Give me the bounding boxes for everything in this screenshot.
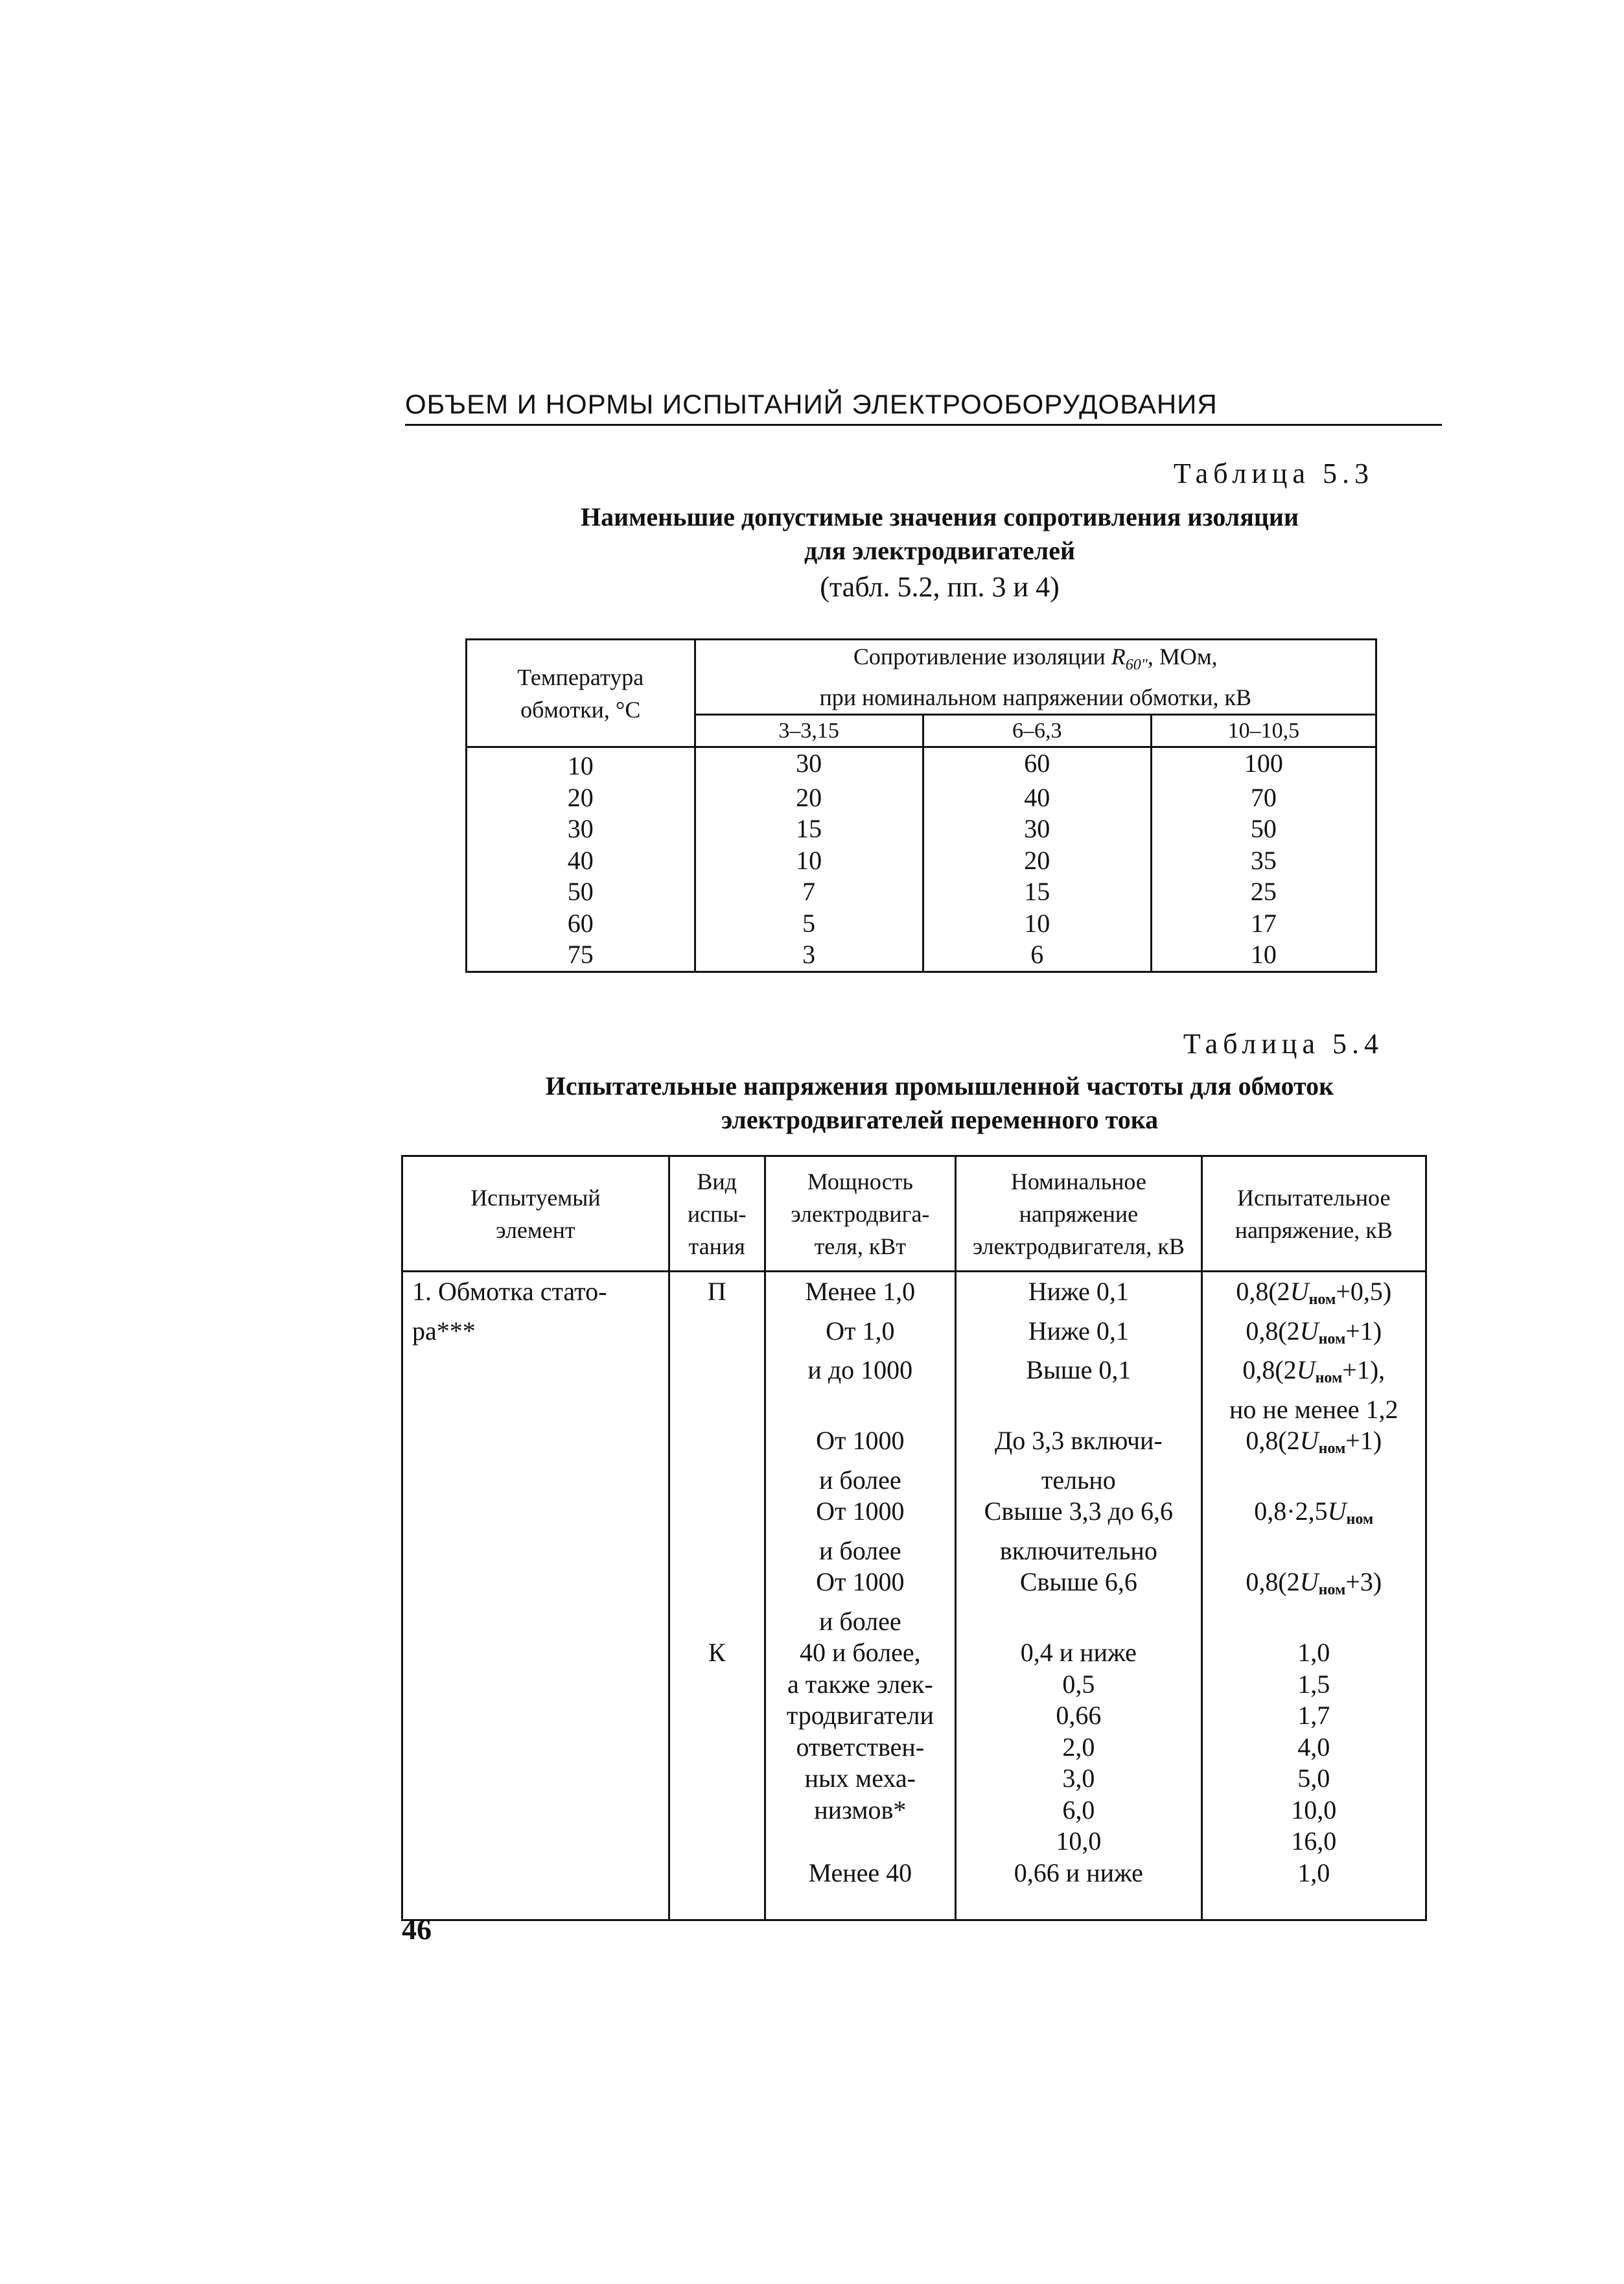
table-cell	[1201, 1535, 1426, 1567]
table-cell	[1201, 1465, 1426, 1497]
table-cell: 1,0	[1201, 1858, 1426, 1889]
table-cell	[402, 1858, 669, 1889]
table-row: 20 20 40 70	[467, 782, 1376, 814]
table-cell: ра***	[402, 1316, 669, 1355]
table-cell	[669, 1669, 765, 1701]
table-row	[402, 1535, 1426, 1567]
table-cell: $0,8(2U_{ном}+3)$	[1201, 1567, 1426, 1606]
table-cell	[669, 1826, 765, 1858]
table-cell: К	[669, 1637, 765, 1669]
subcol-header: 6–6,3	[923, 715, 1151, 747]
table-cell: П	[669, 1272, 765, 1316]
page-number: 46	[402, 1913, 432, 1946]
subcol-header: 10–10,5	[1151, 715, 1376, 747]
table-cell: 40 и более,	[765, 1637, 956, 1669]
table-cell	[669, 1535, 765, 1567]
table-5-3-subtitle: (табл. 5.2, пп. 3 и 4)	[820, 571, 1060, 603]
table-cell: От 1000	[765, 1496, 956, 1535]
table-5-4-label: Таблица 5.4	[1183, 1028, 1384, 1060]
table-cell: 0,66	[956, 1700, 1201, 1732]
table-cell	[669, 1394, 765, 1426]
table-row	[402, 1355, 1426, 1394]
table-cell: 0,66 и ниже	[956, 1858, 1201, 1889]
table-row: 40 10 20 35	[467, 845, 1376, 877]
col-header-resistance-group: Сопротивление изоляции $R_{60"}$, МОм, при номинальном напряжении обмотки, кВ	[695, 640, 1376, 715]
table-cell: а также элек-	[765, 1669, 956, 1701]
table-cell	[402, 1637, 669, 1669]
table-row: 60 5 10 17	[467, 908, 1376, 940]
table-cell: 5,0	[1201, 1763, 1426, 1795]
table-cell	[402, 1535, 669, 1567]
table-row	[402, 1700, 1426, 1732]
table-row	[402, 1637, 1426, 1669]
table-cell	[669, 1700, 765, 1732]
table-cell	[402, 1669, 669, 1701]
table-5-3-title	[454, 500, 1426, 568]
table-cell	[1201, 1606, 1426, 1638]
table-row	[402, 1496, 1426, 1535]
table-row	[402, 1826, 1426, 1858]
table-cell: 0,4 и ниже	[956, 1637, 1201, 1669]
table-row	[402, 1394, 1426, 1426]
table-row	[402, 1669, 1426, 1701]
table-row: 30 15 30 50	[467, 813, 1376, 845]
subcol-header: 3–3,15	[695, 715, 923, 747]
table-row	[402, 1763, 1426, 1795]
table-row	[402, 1465, 1426, 1497]
table-cell	[402, 1567, 669, 1606]
table-5-3	[465, 638, 1377, 973]
table-cell: Ниже 0,1	[956, 1272, 1201, 1316]
table-5-4	[401, 1155, 1427, 1921]
table-cell	[402, 1496, 669, 1535]
table-cell: $0,8\cdot 2,5U_{ном}$	[1201, 1496, 1426, 1535]
running-header: ОБЪЕМ И НОРМЫ ИСПЫТАНИЙ ЭЛЕКТРООБОРУДОВАНИЯ	[405, 389, 1442, 426]
table-cell: низмов*	[765, 1795, 956, 1826]
table-5-4-title	[421, 1069, 1458, 1137]
table-cell	[402, 1394, 669, 1426]
table-cell: До 3,3 включи-	[956, 1425, 1201, 1465]
table-row	[402, 1858, 1426, 1889]
table-cell: 1. Обмотка стато-	[402, 1272, 669, 1316]
col-header-element: Испытуемый элемент	[402, 1156, 669, 1272]
table-row	[402, 1425, 1426, 1465]
table-5-4-title-line1: Испытательные напряжения промышленной частоты для обмоток	[545, 1071, 1334, 1101]
table-cell	[669, 1763, 765, 1795]
table-row	[402, 1795, 1426, 1826]
col-header-temperature: Температура обмотки, °С	[467, 640, 695, 747]
table-cell: От 1000	[765, 1567, 956, 1606]
table-cell: но не менее 1,2	[1201, 1394, 1426, 1426]
table-cell: 4,0	[1201, 1732, 1426, 1764]
table-cell	[402, 1826, 669, 1858]
table-5-3-title-line2: для электродвигателей	[804, 536, 1075, 565]
table-row: 75 3 6 10	[467, 939, 1376, 972]
table-cell: 6,0	[956, 1795, 1201, 1826]
table-cell	[669, 1795, 765, 1826]
table-cell	[669, 1465, 765, 1497]
table-5-3-label: Таблица 5.3	[1173, 458, 1374, 489]
table-cell	[669, 1858, 765, 1889]
table-row: 10 30 60 100	[467, 747, 1376, 782]
table-cell	[669, 1355, 765, 1394]
table-cell: От 1000	[765, 1425, 956, 1465]
table-cell: Свыше 3,3 до 6,6	[956, 1496, 1201, 1535]
col-header-rated-voltage: Номинальное напряжение электродвигателя, кВ	[956, 1156, 1201, 1272]
table-cell: 1,5	[1201, 1669, 1426, 1701]
table-cell: и более	[765, 1606, 956, 1638]
table-5-4-title-line2: электродвигателей переменного тока	[721, 1105, 1159, 1134]
table-cell	[669, 1496, 765, 1535]
table-cell: ных меха-	[765, 1763, 956, 1795]
table-cell	[669, 1316, 765, 1355]
table-cell: Менее 40	[765, 1858, 956, 1889]
table-row	[402, 1732, 1426, 1764]
table-row	[402, 1567, 1426, 1606]
table-cell: включительно	[956, 1535, 1201, 1567]
table-row	[402, 1272, 1426, 1316]
table-cell	[765, 1394, 956, 1426]
table-cell: и более	[765, 1465, 956, 1497]
table-cell: Свыше 6,6	[956, 1567, 1201, 1606]
table-cell: Выше 0,1	[956, 1355, 1201, 1394]
table-cell	[956, 1606, 1201, 1638]
table-cell: и более	[765, 1535, 956, 1567]
table-cell	[956, 1394, 1201, 1426]
table-cell	[402, 1425, 669, 1465]
table-row: 50 7 15 25	[467, 876, 1376, 908]
table-cell	[669, 1425, 765, 1465]
table-cell: 0,5	[956, 1669, 1201, 1701]
col-header-power: Мощность электродвига- теля, кВт	[765, 1156, 956, 1272]
table-cell: 10,0	[1201, 1795, 1426, 1826]
table-cell	[402, 1700, 669, 1732]
table-cell: 2,0	[956, 1732, 1201, 1764]
table-cell: Менее 1,0	[765, 1272, 956, 1316]
table-cell: 16,0	[1201, 1826, 1426, 1858]
table-cell: 1,7	[1201, 1700, 1426, 1732]
table-cell	[669, 1606, 765, 1638]
table-cell: $0,8(2U_{ном}+1)$	[1201, 1316, 1426, 1355]
table-row	[402, 1606, 1426, 1638]
col-header-test-type: Вид испы- тания	[669, 1156, 765, 1272]
col-header-test-voltage: Испытательное напряжение, кВ	[1201, 1156, 1426, 1272]
table-cell	[402, 1732, 669, 1764]
table-cell: $0,8(2U_{ном}+1)$	[1201, 1425, 1426, 1465]
table-cell	[402, 1355, 669, 1394]
table-cell	[402, 1465, 669, 1497]
table-cell: и до 1000	[765, 1355, 956, 1394]
table-cell	[669, 1732, 765, 1764]
table-cell: Ниже 0,1	[956, 1316, 1201, 1355]
table-cell: 1,0	[1201, 1637, 1426, 1669]
table-cell	[402, 1795, 669, 1826]
table-cell: $0,8(2U_{ном}+1)$,	[1201, 1355, 1426, 1394]
table-cell: 10,0	[956, 1826, 1201, 1858]
table-cell	[765, 1826, 956, 1858]
table-cell: От 1,0	[765, 1316, 956, 1355]
table-cell: тельно	[956, 1465, 1201, 1497]
table-cell	[669, 1567, 765, 1606]
table-cell: 3,0	[956, 1763, 1201, 1795]
table-cell: $0,8(2U_{ном}+0,5)$	[1201, 1272, 1426, 1316]
table-row	[402, 1316, 1426, 1355]
table-cell	[402, 1763, 669, 1795]
table-cell: ответствен-	[765, 1732, 956, 1764]
table-cell	[402, 1606, 669, 1638]
table-5-3-title-line1: Наименьшие допустимые значения сопротивления изоляции	[580, 502, 1299, 531]
table-cell: тродвигатели	[765, 1700, 956, 1732]
